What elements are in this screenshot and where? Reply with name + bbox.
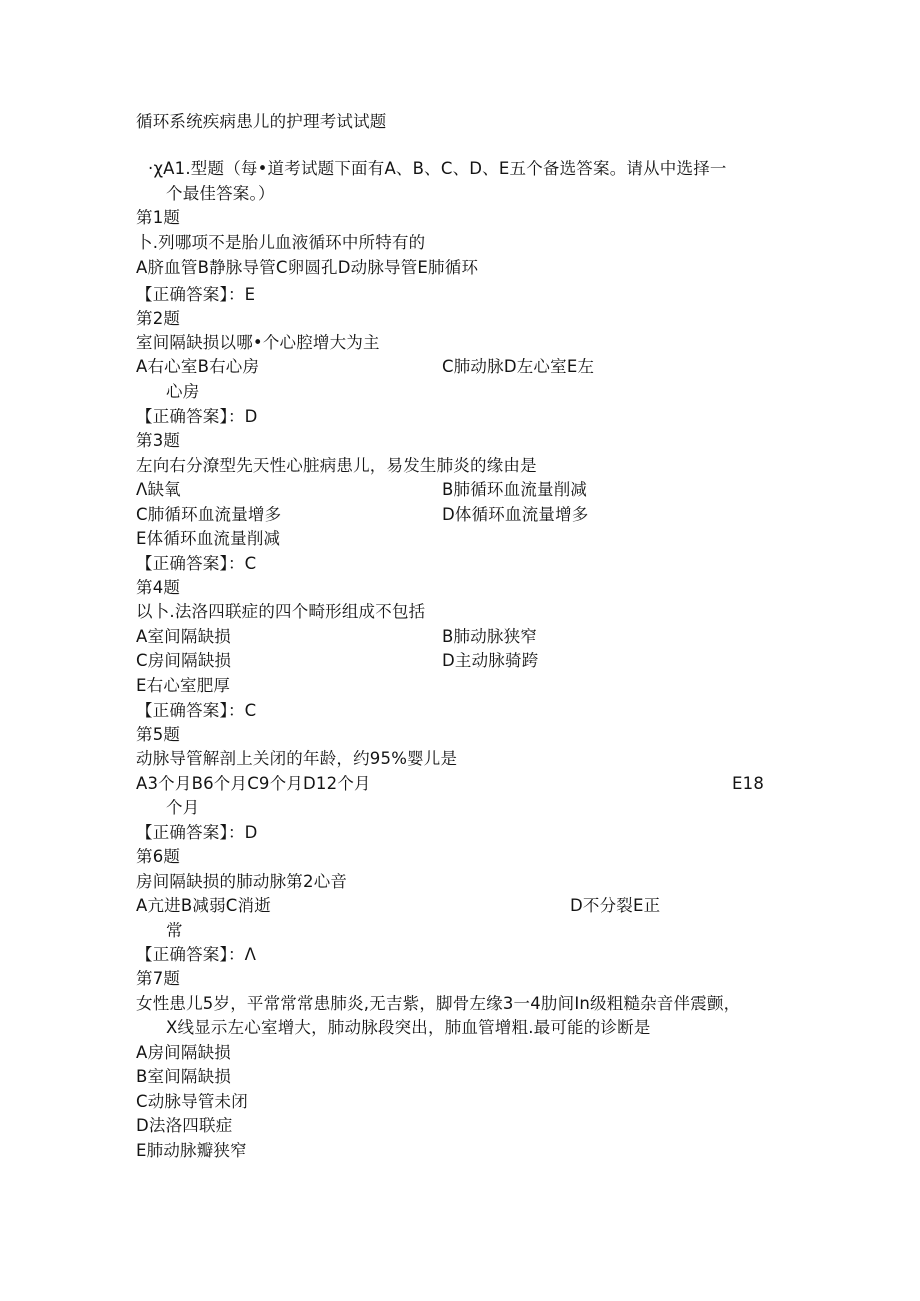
question-4-option-b: B肺动脉狭窄 [442,627,538,646]
question-4-stem: 以卜.法洛四联症的四个畸形组成不包括 [136,602,426,621]
question-7-option-c: C动脉导管未闭 [136,1092,248,1111]
question-6-options-wrap: 常 [166,921,183,940]
document-title: 循环系统疾病患儿的护理考试试题 [136,112,387,131]
question-6-header: 第6题 [136,847,181,866]
question-5-header: 第5题 [136,725,181,744]
question-2-options-left: A右心室B右心房 [136,357,260,376]
question-2-answer: 【正确答案】：D [136,407,258,426]
question-7-option-e: E肺动脉瓣狭窄 [136,1141,247,1160]
question-1-answer: 【正确答案】：E [136,285,256,304]
question-4-header: 第4题 [136,578,181,597]
section-instruction-cont: 个最佳答案。） [166,184,275,203]
question-3-stem: 左向右分潦型先天性心脏病患儿，易发生肺炎的缘由是 [136,456,537,475]
question-7-option-a: A房间隔缺损 [136,1043,231,1062]
question-4-option-e: E右心室肥厚 [136,676,231,695]
question-1-header: 第1题 [136,208,181,227]
question-4-option-d: D主动脉骑跨 [442,651,539,670]
question-4-option-a: A室间隔缺损 [136,627,231,646]
question-1-options: A脐血管B静脉导管C卵圆孔D动脉导管E肺循环 [136,258,479,277]
question-6-options-left: A亢进B减弱C消逝 [136,896,271,915]
question-5-options-wrap: 个月 [166,798,200,817]
question-7-stem: 女性患儿5岁，平常常常患肺炎,无吉紫，脚骨左缘3一4肋间In级粗糙杂音伴震颤， [136,994,741,1013]
question-2-stem: 室间隔缺损以哪•个心腔增大为主 [136,333,380,352]
question-3-option-d: D体循环血流量增多 [442,505,589,524]
question-6-answer: 【正确答案】：Λ [136,945,257,964]
question-5-options-left: A3个月B6个月C9个月D12个月 [136,774,371,793]
section-instruction: ·χA1.型题（每•道考试题下面有A、B、C、D、E五个备选答案。请从中选择一 [148,159,727,178]
question-1-stem: 卜.列哪项不是胎儿血液循环中所特有的 [136,233,426,252]
question-3-option-b: B肺循环血流量削减 [442,480,588,499]
question-4-answer: 【正确答案】：C [136,701,257,720]
question-3-header: 第3题 [136,431,181,450]
question-7-option-b: B室间隔缺损 [136,1067,232,1086]
question-2-header: 第2题 [136,309,181,328]
question-6-stem: 房间隔缺损的肺动脉第2心音 [136,872,348,891]
question-3-answer: 【正确答案】：C [136,554,257,573]
question-3-option-c: C肺循环血流量增多 [136,505,282,524]
question-2-options-wrap: 心房 [166,382,200,401]
question-4-option-c: C房间隔缺损 [136,651,232,670]
question-3-option-e: E体循环血流量削减 [136,529,281,548]
question-7-header: 第7题 [136,969,181,988]
question-3-option-a: Λ缺氧 [136,480,181,499]
question-7-stem-cont: X线显示左心室增大，肺动脉段突出，肺血管增粗.最可能的诊断是 [166,1018,651,1037]
question-7-option-d: D法洛四联症 [136,1116,233,1135]
question-6-options-right: D不分裂E正 [570,896,661,915]
question-5-answer: 【正确答案】：D [136,823,258,842]
question-5-options-right: E18 [732,774,765,793]
question-2-options-right: C肺动脉D左心室E左 [442,357,595,376]
question-5-stem: 动脉导管解剖上关闭的年龄，约95%婴儿是 [136,749,458,768]
